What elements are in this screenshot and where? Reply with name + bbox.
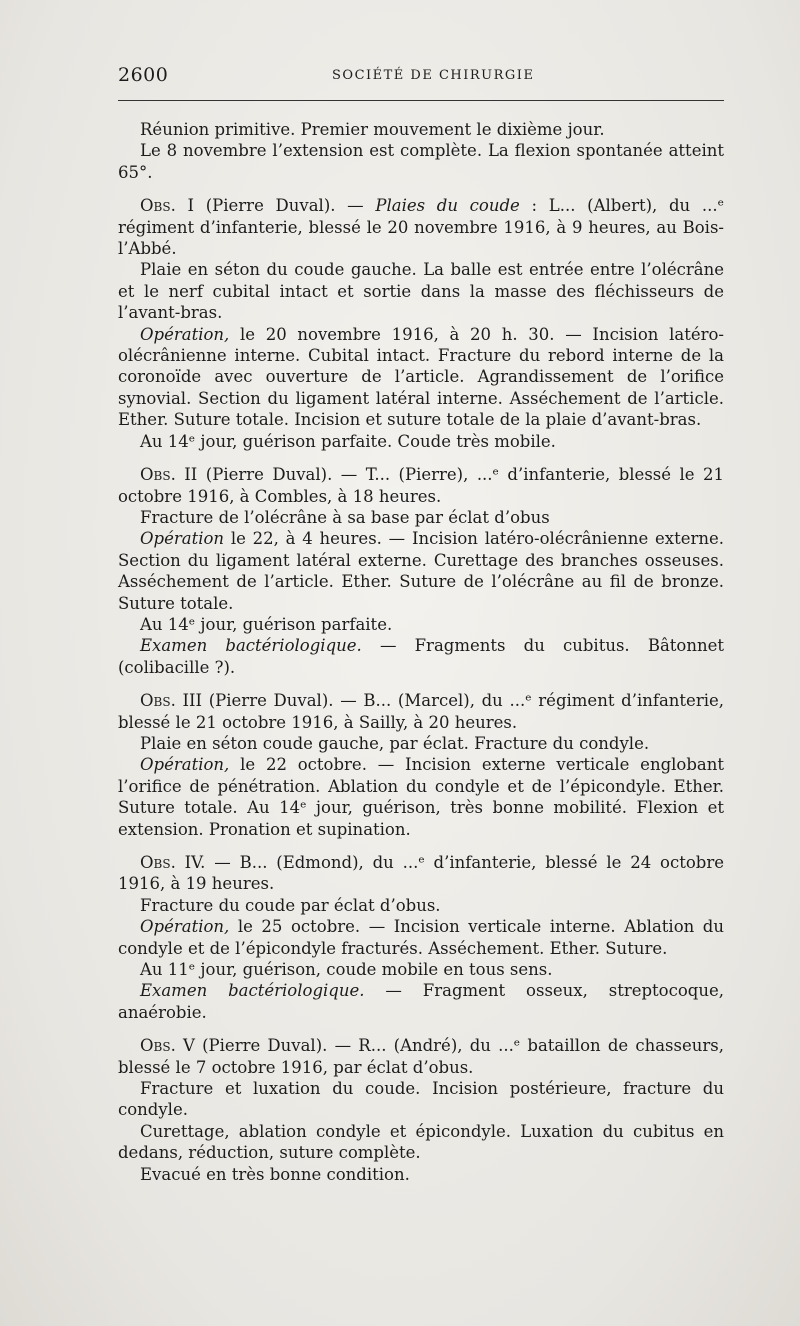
paragraph-text: V (Pierre Duval). — R... (André), du ...ᵉ bataillon de chasseurs, blessé le 7 octobre 1916, par éclat d’obus. bbox=[118, 1036, 724, 1077]
paragraph-text: Evacué en très bonne condition. bbox=[140, 1164, 410, 1184]
paragraph bbox=[118, 1164, 724, 1185]
paragraph bbox=[118, 528, 724, 614]
italic-term: Examen bactériologique. bbox=[140, 981, 365, 1001]
italic-term: Opération, bbox=[140, 324, 230, 344]
paragraph-text: III (Pierre Duval). — B... (Marcel), du ...ᵉ régiment d’infanterie, blessé le 21 octobre 1916, à Sailly, à 20 heures. bbox=[118, 691, 724, 732]
page-header bbox=[118, 64, 724, 94]
paragraph-text: — Fragments du cubitus. Bâtonnet (colibacille ?). bbox=[118, 636, 725, 677]
paragraph bbox=[118, 980, 724, 1023]
italic-term: Examen bactériologique. bbox=[140, 636, 362, 656]
page-number: 2600 bbox=[118, 64, 169, 86]
obs-label: Obs. bbox=[140, 196, 176, 216]
paragraph-text: le 25 octobre. — Incision verticale interne. Ablation du condyle et de l’épicondyle fracturés. Asséchement. Ether. Suture. bbox=[118, 917, 724, 958]
obs-label: Obs. bbox=[140, 465, 176, 485]
paragraph-text: Réunion primitive. Premier mouvement le dixième jour. bbox=[140, 120, 605, 139]
paragraph-text: Fracture de l’olécrâne à sa base par éclat d’obus bbox=[140, 507, 550, 527]
paragraph-text: Au 14ᵉ jour, guérison parfaite. bbox=[140, 614, 393, 634]
italic-term: Opération bbox=[140, 529, 225, 549]
paragraph-text: Au 14ᵉ jour, guérison parfaite. Coude très mobile. bbox=[140, 431, 556, 451]
italic-term: Plaies du coude bbox=[375, 196, 520, 216]
observation-heading-paragraph bbox=[118, 464, 724, 507]
paragraph bbox=[118, 635, 724, 678]
paragraph bbox=[118, 324, 724, 431]
paragraph bbox=[118, 895, 724, 916]
observation-heading-paragraph bbox=[118, 690, 724, 733]
paragraph bbox=[118, 614, 724, 635]
paragraph-text: II (Pierre Duval). — T... (Pierre), ...ᵉ d’infanterie, blessé le 21 octobre 1916, à Combles, à 18 heures. bbox=[118, 465, 724, 506]
italic-term: Opération, bbox=[140, 755, 230, 775]
observation-heading-paragraph bbox=[118, 195, 724, 259]
paragraph-text: le 22, à 4 heures. — Incision latéro-olécrânienne externe. Section du ligament latéral externe. Curettage des branches osseuses. Asséchement de l’article. Ether. Suture de l’olécrâne au fil de bronze. Suture totale. bbox=[118, 529, 724, 613]
paragraph bbox=[118, 754, 724, 840]
header-rule bbox=[118, 100, 724, 101]
observation-heading-paragraph bbox=[118, 1035, 724, 1078]
obs-label: Obs. bbox=[140, 691, 176, 711]
paragraph bbox=[118, 259, 724, 323]
paragraph-text: — Fragment osseux, streptocoque, anaérobie. bbox=[118, 981, 724, 1022]
paragraph-text: Curettage, ablation condyle et épicondyle. Luxation du cubitus en dedans, réduction, suture complète. bbox=[118, 1121, 724, 1163]
article-body bbox=[118, 119, 724, 1185]
running-title: SOCIÉTÉ DE CHIRURGIE bbox=[332, 68, 535, 83]
paragraph bbox=[118, 507, 724, 528]
paragraph bbox=[118, 916, 724, 959]
paragraph-text: le 20 novembre 1916, à 20 h. 30. — Incision latéro-olécrânienne interne. Cubital intact. Fracture du rebord interne de la coronoïde avec ouverture de l’article. Agrandissement de l’orifice synovial. Section du ligament latéral interne. Asséchement de l’article. Ether. Suture totale. Incision et suture totale de la plaie d’avant-bras. bbox=[118, 324, 724, 430]
paragraph-text: I (Pierre Duval). — bbox=[175, 196, 376, 216]
paragraph-text: Plaie en séton du coude gauche. La balle est entrée entre l’olécrâne et le nerf cubital intact et sortie dans la masse des fléchisseurs de l’avant-bras. bbox=[118, 260, 724, 323]
observation-heading-paragraph bbox=[118, 852, 724, 895]
paragraph bbox=[118, 431, 724, 452]
paragraph bbox=[118, 140, 724, 183]
italic-term: Opération, bbox=[140, 917, 230, 937]
paragraph bbox=[118, 1078, 724, 1121]
paragraph bbox=[118, 119, 724, 140]
paragraph bbox=[118, 1121, 724, 1164]
paragraph-text: le 22 octobre. — Incision externe verticale englobant l’orifice de pénétration. Ablation du condyle et de l’épicondyle. Ether. Suture totale. Au 14ᵉ jour, guérison, très bonne mobilité. Flexion et extension. Pronation et supination. bbox=[118, 755, 724, 839]
paragraph-text: IV. — B... (Edmond), du ...ᵉ d’infanterie, blessé le 24 octobre 1916, à 19 heures. bbox=[118, 853, 724, 894]
paragraph-text: : L... (Albert), du ...ᵉ régiment d’infanterie, blessé le 20 novembre 1916, à 9 heures, au Bois-l’Abbé. bbox=[118, 196, 724, 259]
obs-label: Obs. bbox=[140, 1036, 176, 1056]
paragraph-text: Au 11ᵉ jour, guérison, coude mobile en tous sens. bbox=[140, 960, 553, 980]
paragraph-text: Plaie en séton coude gauche, par éclat. Fracture du condyle. bbox=[140, 733, 650, 753]
paragraph bbox=[118, 733, 724, 754]
paragraph-text: Fracture et luxation du coude. Incision postérieure, fracture du condyle. bbox=[118, 1079, 724, 1120]
paragraph bbox=[118, 959, 724, 980]
obs-label: Obs. bbox=[140, 853, 176, 872]
paragraph-text: Le 8 novembre l’extension est complète. La flexion spontanée atteint 65°. bbox=[118, 141, 724, 182]
paragraph-text: Fracture du coude par éclat d’obus. bbox=[140, 895, 441, 915]
